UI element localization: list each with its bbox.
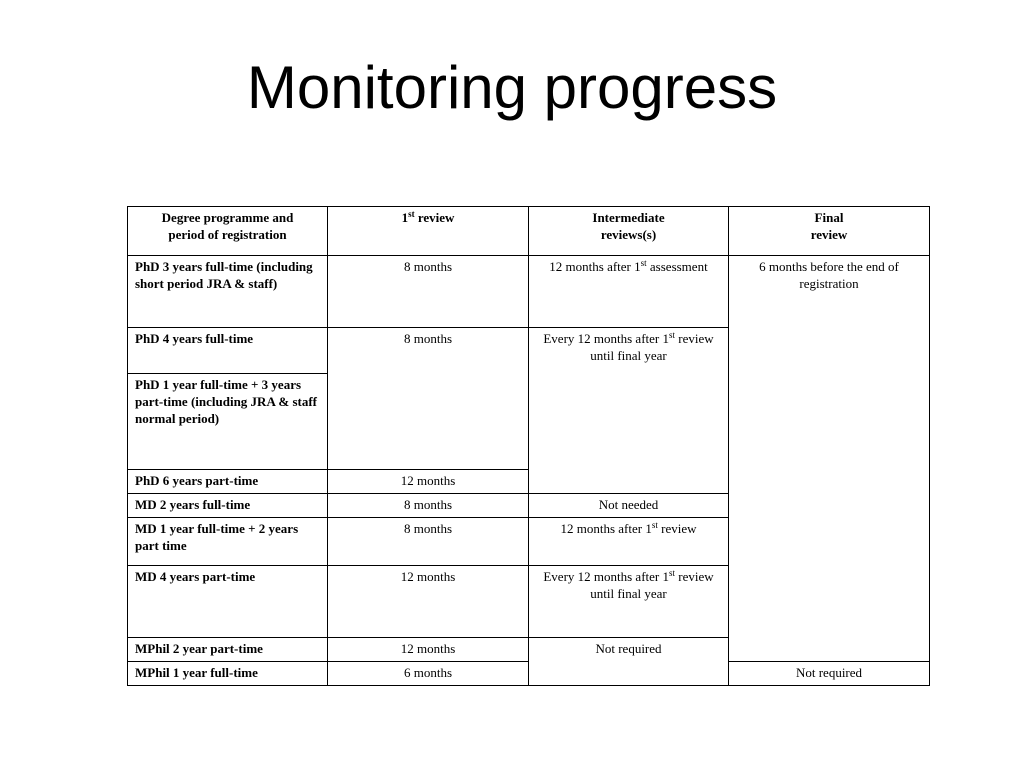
intermediate-text: 12 months after 1 bbox=[560, 521, 652, 536]
first-review-cell: 8 months bbox=[328, 328, 529, 470]
intermediate-text: 12 months after 1 bbox=[549, 259, 641, 274]
programme-cell: MD 4 years part-time bbox=[128, 566, 328, 638]
intermediate-sup: st bbox=[669, 330, 676, 340]
header-first-review-sup: st bbox=[408, 209, 415, 219]
header-final bbox=[729, 207, 930, 256]
table-row bbox=[128, 256, 930, 328]
first-review-cell: 12 months bbox=[328, 470, 529, 494]
header-intermediate bbox=[529, 207, 729, 256]
header-intermediate-line2: reviews(s) bbox=[600, 227, 657, 242]
header-programme-line2: period of registration bbox=[168, 227, 287, 242]
intermediate-cell: Not required bbox=[529, 638, 729, 686]
first-review-cell: 8 months bbox=[328, 256, 529, 328]
progress-table bbox=[127, 206, 930, 686]
header-first-review bbox=[328, 207, 529, 256]
programme-cell: PhD 6 years part-time bbox=[128, 470, 328, 494]
header-first-review-rest: review bbox=[414, 210, 455, 225]
intermediate-cell: Not needed bbox=[529, 494, 729, 518]
final-review-cell: Not required bbox=[729, 662, 930, 686]
programme-cell: PhD 4 years full-time bbox=[128, 328, 328, 374]
programme-cell: MD 1 year full-time + 2 years part time bbox=[128, 518, 328, 566]
programme-cell: PhD 3 years full-time (including short period JRA & staff) bbox=[128, 256, 328, 328]
first-review-cell: 12 months bbox=[328, 566, 529, 638]
final-review-cell: 6 months before the end of registration bbox=[729, 256, 930, 662]
header-row bbox=[128, 207, 930, 256]
intermediate-cell bbox=[529, 518, 729, 566]
slide-title: Monitoring progress bbox=[246, 54, 778, 121]
intermediate-text-rest: assessment bbox=[646, 259, 708, 274]
intermediate-text-rest: review bbox=[657, 521, 697, 536]
header-final-line1: Final bbox=[814, 210, 844, 225]
intermediate-text: Every 12 months after 1 bbox=[543, 331, 669, 346]
first-review-cell: 12 months bbox=[328, 638, 529, 662]
header-programme bbox=[128, 207, 328, 256]
first-review-cell: 6 months bbox=[328, 662, 529, 686]
header-final-line2: review bbox=[810, 227, 848, 242]
intermediate-sup: st bbox=[640, 258, 647, 268]
programme-cell: PhD 1 year full-time + 3 years part-time (including JRA & staff normal period) bbox=[128, 374, 328, 470]
programme-cell: MPhil 2 year part-time bbox=[128, 638, 328, 662]
first-review-cell: 8 months bbox=[328, 494, 529, 518]
intermediate-cell bbox=[529, 256, 729, 328]
programme-cell: MPhil 1 year full-time bbox=[128, 662, 328, 686]
intermediate-sup: st bbox=[669, 568, 676, 578]
intermediate-cell bbox=[529, 328, 729, 494]
header-programme-line1: Degree programme and bbox=[161, 210, 294, 225]
header-first-review-base: 1 bbox=[401, 210, 409, 225]
intermediate-text-rest: review until final year bbox=[590, 569, 714, 601]
header-intermediate-line1: Intermediate bbox=[592, 210, 665, 225]
intermediate-sup: st bbox=[651, 520, 658, 530]
intermediate-text: Every 12 months after 1 bbox=[543, 569, 669, 584]
intermediate-text-rest: review until final year bbox=[590, 331, 714, 363]
programme-cell: MD 2 years full-time bbox=[128, 494, 328, 518]
first-review-cell: 8 months bbox=[328, 518, 529, 566]
intermediate-cell bbox=[529, 566, 729, 638]
